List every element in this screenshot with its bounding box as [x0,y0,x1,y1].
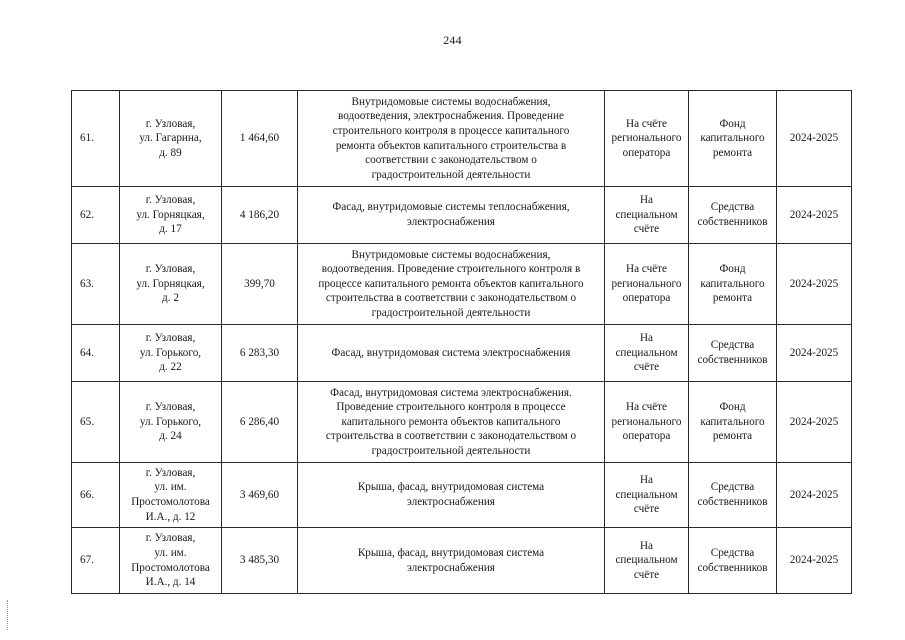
account-method-cell: На специальном счёте [605,463,689,528]
address-cell: г. Узловая, ул. Горького, д. 22 [120,325,222,382]
table-row [72,91,852,187]
area-cell: 6 283,30 [222,325,298,382]
table-row [72,463,852,528]
account-method-cell: На специальном счёте [605,325,689,382]
period-cell: 2024-2025 [777,187,852,244]
account-method-cell: На счёте регионального оператора [605,244,689,325]
funding-source-cell: Средства собственников [689,325,777,382]
works-cell: Фасад, внутридомовые системы теплоснабжения, электроснабжения [298,187,605,244]
account-method-cell: На счёте регионального оператора [605,91,689,187]
works-cell: Крыша, фасад, внутридомовая система электроснабжения [298,528,605,594]
table-row [72,528,852,594]
row-number-cell: 67. [72,528,120,594]
period-cell: 2024-2025 [777,244,852,325]
capital-repair-table [71,90,852,594]
scan-margin-mark [7,600,9,630]
table-row [72,325,852,382]
works-cell: Фасад, внутридомовая система электроснабжения. Проведение строительного контроля в процессе капитального ремонта объектов капитального строительства в соответствии с законодательством о градостроительной деятельности [298,382,605,463]
works-cell: Фасад, внутридомовая система электроснабжения [298,325,605,382]
row-number-cell: 62. [72,187,120,244]
funding-source-cell: Средства собственников [689,528,777,594]
area-cell: 3 469,60 [222,463,298,528]
address-cell: г. Узловая, ул. им. Простомолотова И.А., д. 12 [120,463,222,528]
row-number-cell: 65. [72,382,120,463]
funding-source-cell: Средства собственников [689,463,777,528]
row-number-cell: 61. [72,91,120,187]
page-number: 244 [443,33,462,47]
table-row [72,187,852,244]
period-cell: 2024-2025 [777,91,852,187]
address-cell: г. Узловая, ул. Горняцкая, д. 2 [120,244,222,325]
area-cell: 3 485,30 [222,528,298,594]
funding-source-cell: Фонд капитального ремонта [689,244,777,325]
address-cell: г. Узловая, ул. Горького, д. 24 [120,382,222,463]
funding-source-cell: Фонд капитального ремонта [689,91,777,187]
address-cell: г. Узловая, ул. Гагарина, д. 89 [120,91,222,187]
funding-source-cell: Средства собственников [689,187,777,244]
account-method-cell: На специальном счёте [605,528,689,594]
table-row [72,244,852,325]
period-cell: 2024-2025 [777,382,852,463]
period-cell: 2024-2025 [777,325,852,382]
funding-source-cell: Фонд капитального ремонта [689,382,777,463]
table-row [72,382,852,463]
row-number-cell: 64. [72,325,120,382]
account-method-cell: На специальном счёте [605,187,689,244]
area-cell: 6 286,40 [222,382,298,463]
row-number-cell: 63. [72,244,120,325]
area-cell: 399,70 [222,244,298,325]
area-cell: 4 186,20 [222,187,298,244]
area-cell: 1 464,60 [222,91,298,187]
works-cell: Внутридомовые системы водоснабжения, водоотведения. Проведение строительного контроля в процессе капитального ремонта объектов капитального строительства в соответствии с законодательством о градостроительной деятельности [298,244,605,325]
works-cell: Внутридомовые системы водоснабжения, водоотведения, электроснабжения. Проведение строительного контроля в процессе капитального ремонта объектов капитального строительства в соответствии с законодательством о градостроительной деятельности [298,91,605,187]
period-cell: 2024-2025 [777,528,852,594]
row-number-cell: 66. [72,463,120,528]
address-cell: г. Узловая, ул. Горняцкая, д. 17 [120,187,222,244]
account-method-cell: На счёте регионального оператора [605,382,689,463]
period-cell: 2024-2025 [777,463,852,528]
works-cell: Крыша, фасад, внутридомовая система электроснабжения [298,463,605,528]
address-cell: г. Узловая, ул. им. Простомолотова И.А., д. 14 [120,528,222,594]
